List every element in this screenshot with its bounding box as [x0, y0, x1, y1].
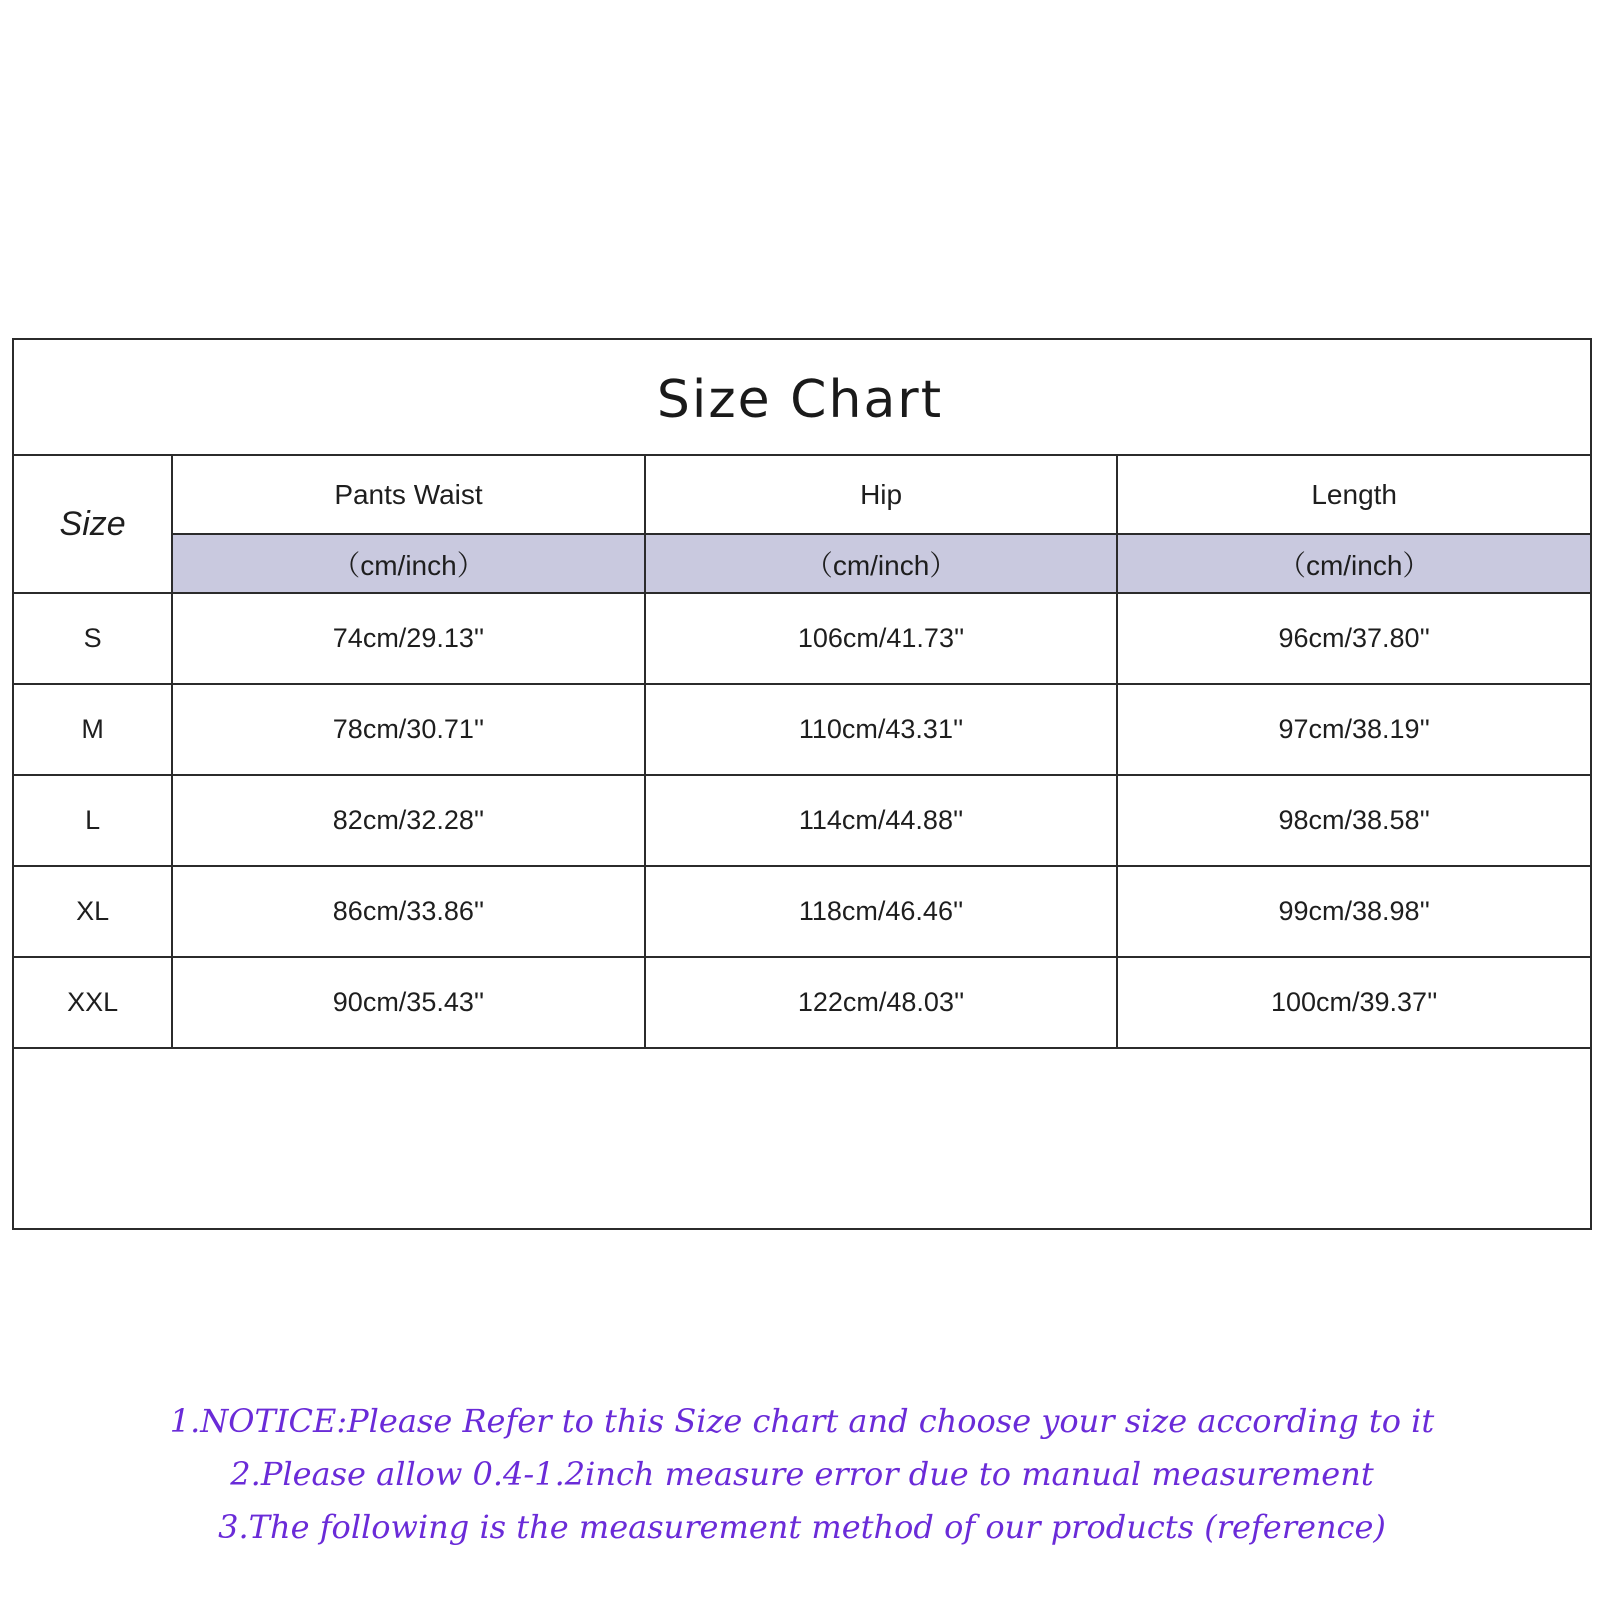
waist-value: 78cm/30.71''	[172, 684, 645, 775]
table-row	[14, 593, 1590, 684]
column-header-hip: Hip	[645, 456, 1118, 534]
hip-value: 118cm/46.46''	[645, 866, 1118, 957]
size-table	[14, 456, 1590, 1049]
length-value: 97cm/38.19''	[1117, 684, 1590, 775]
page-title: Size Chart	[656, 370, 944, 430]
notes-box	[14, 1387, 1590, 1563]
note-line: 1.NOTICE:Please Refer to this Size chart and choose your size according to it	[169, 1402, 1435, 1440]
note-line: 3.The following is the measurement method of our products (reference)	[218, 1508, 1386, 1546]
size-chart	[12, 338, 1592, 1546]
length-value: 96cm/37.80''	[1117, 593, 1590, 684]
waist-value: 90cm/35.43''	[172, 957, 645, 1048]
size-label: S	[14, 593, 172, 684]
table-row	[14, 957, 1590, 1048]
hip-value: 106cm/41.73''	[645, 593, 1118, 684]
table-row	[14, 866, 1590, 957]
waist-value: 86cm/33.86''	[172, 866, 645, 957]
size-label: L	[14, 775, 172, 866]
size-label: M	[14, 684, 172, 775]
unit-label-length: （cm/inch）	[1117, 534, 1590, 593]
waist-value: 74cm/29.13''	[172, 593, 645, 684]
note-line: 2.Please allow 0.4-1.2inch measure error due to manual measurement	[230, 1455, 1374, 1493]
table-row	[14, 684, 1590, 775]
unit-label-waist: （cm/inch）	[172, 534, 645, 593]
table-row	[14, 775, 1590, 866]
waist-value: 82cm/32.28''	[172, 775, 645, 866]
hip-value: 122cm/48.03''	[645, 957, 1118, 1048]
column-header-waist: Pants Waist	[172, 456, 645, 534]
size-column-header: Size	[14, 456, 172, 593]
header-name-row	[14, 456, 1590, 534]
length-value: 100cm/39.37''	[1117, 957, 1590, 1048]
hip-value: 114cm/44.88''	[645, 775, 1118, 866]
title-row	[14, 340, 1590, 456]
size-label: XL	[14, 866, 172, 957]
hip-value: 110cm/43.31''	[645, 684, 1118, 775]
length-value: 99cm/38.98''	[1117, 866, 1590, 957]
size-label: XXL	[14, 957, 172, 1048]
unit-label-hip: （cm/inch）	[645, 534, 1118, 593]
column-header-length: Length	[1117, 456, 1590, 534]
header-unit-row	[14, 534, 1590, 593]
length-value: 98cm/38.58''	[1117, 775, 1590, 866]
